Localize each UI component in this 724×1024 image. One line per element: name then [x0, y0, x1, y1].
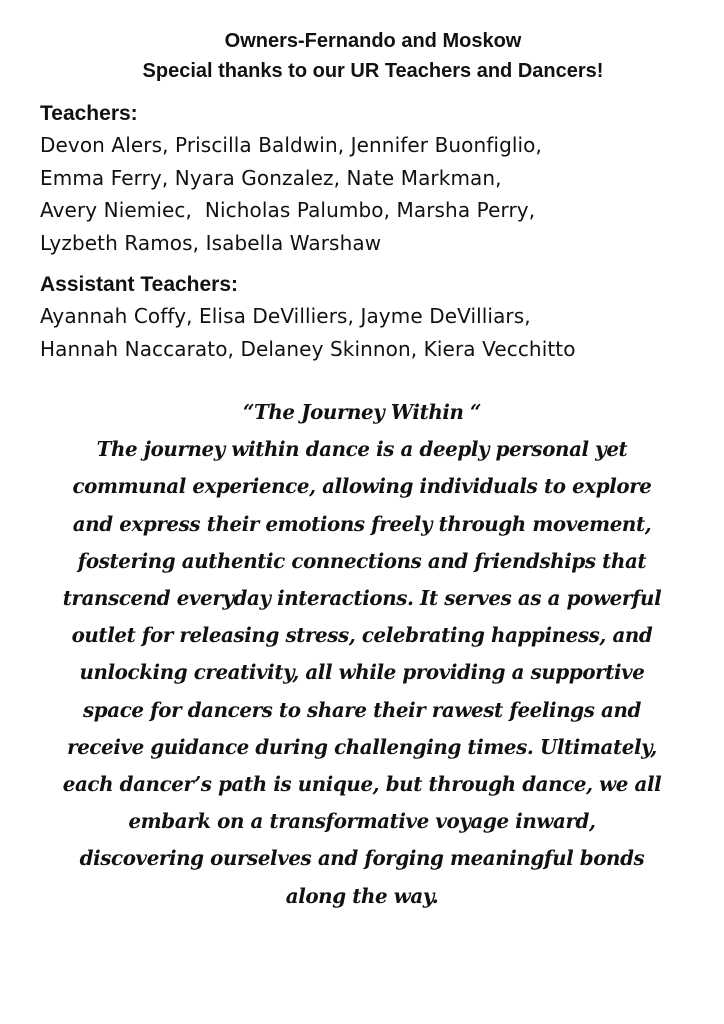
poem-line: and express their emotions freely through movement,: [72, 511, 652, 536]
poem-line: each dancer’s path is unique, but through dance, we all: [62, 772, 662, 797]
assistant-teachers-line: Hannah Naccarato, Delaney Skinnon, Kiera Vecchitto: [40, 336, 576, 361]
poem-block: [0, 394, 724, 915]
poem-line: embark on a transformative voyage inward,: [128, 809, 596, 834]
poem-line: fostering authentic connections and friendships that: [77, 548, 647, 573]
assistant-teachers-heading: Assistant Teachers:: [40, 273, 239, 296]
teachers-line: Lyzbeth Ramos, Isabella Warshaw: [40, 230, 382, 255]
thanks-line: Special thanks to our UR Teachers and Dancers!: [142, 60, 604, 82]
poem-line: receive guidance during challenging times. Ultimately,: [67, 734, 657, 759]
teachers-line: Devon Alers, Priscilla Baldwin, Jennifer Buonfiglio,: [40, 133, 542, 157]
teachers-section: [40, 99, 700, 259]
assistant-teachers-section: [40, 270, 700, 365]
teachers-line: Emma Ferry, Nyara Gonzalez, Nate Markman,: [40, 165, 502, 190]
teachers-list: [40, 129, 700, 259]
poem-title: “The Journey Within “: [242, 400, 482, 424]
poem-line: The journey within dance is a deeply personal yet: [96, 437, 628, 462]
poem-line: communal experience, allowing individuals to explore: [72, 474, 652, 499]
poem-line: space for dancers to share their rawest feelings and: [83, 697, 641, 722]
assistant-teachers-line: Ayannah Coffy, Elisa DeVilliers, Jayme DeVilliars,: [40, 304, 531, 328]
page-header: [0, 26, 724, 86]
poem-line: unlocking creativity, all while providing a supportive: [79, 660, 645, 685]
poem-line: transcend everyday interactions. It serves as a powerful: [62, 586, 662, 611]
poem-line: discovering ourselves and forging meaningful bonds: [79, 846, 645, 871]
teachers-heading: Teachers:: [40, 102, 138, 125]
poem-line: outlet for releasing stress, celebrating happiness, and: [71, 623, 653, 648]
owners-line: Owners-Fernando and Moskow: [224, 30, 522, 52]
poem-line: along the way.: [285, 883, 439, 908]
teachers-line: Avery Niemiec, Nicholas Palumbo, Marsha Perry,: [40, 198, 536, 222]
assistant-teachers-list: [40, 300, 700, 365]
